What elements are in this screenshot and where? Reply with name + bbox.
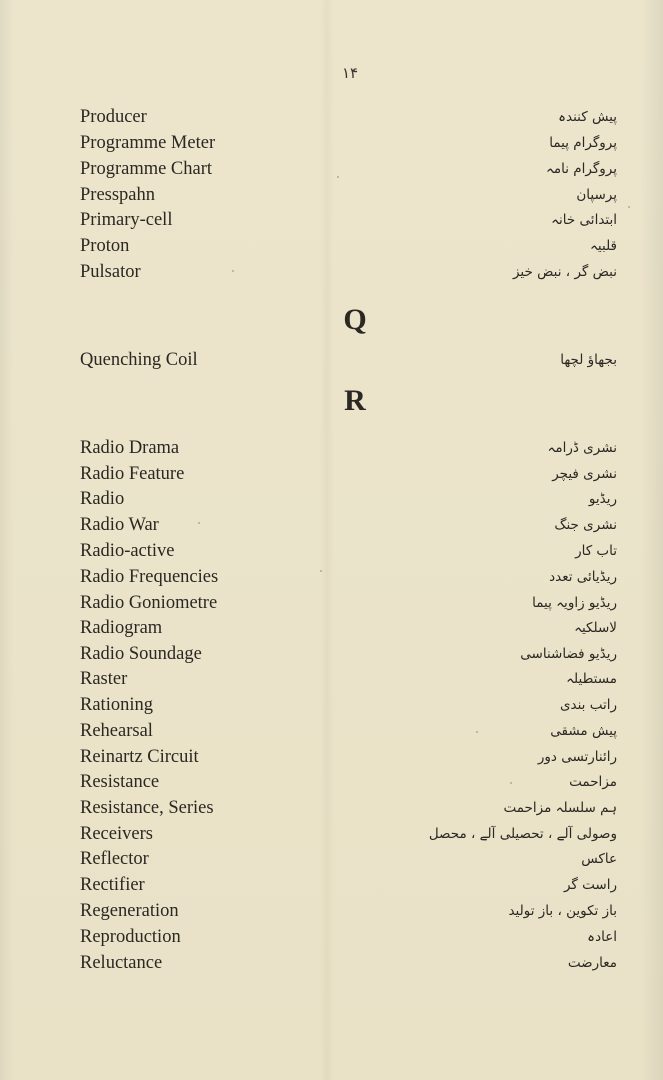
english-term: Proton (80, 236, 130, 256)
urdu-term: ابتدائی خانہ (551, 212, 617, 228)
urdu-term: پرسپان (576, 187, 617, 203)
glossary-entry (0, 260, 663, 284)
glossary-entry (0, 642, 663, 666)
glossary-entry (0, 951, 663, 975)
glossary-entry (0, 667, 663, 691)
english-term: Raster (80, 669, 128, 689)
urdu-term: مزاحمت (569, 774, 617, 790)
urdu-term: ریڈیائی تعدد (549, 569, 617, 585)
english-term: Radio Frequencies (80, 567, 219, 587)
english-term: Resistance (80, 772, 160, 792)
english-term: Reluctance (80, 953, 163, 973)
english-term: Primary-cell (80, 210, 173, 230)
glossary-entry (0, 770, 663, 794)
english-term: Reinartz Circuit (80, 747, 199, 767)
english-term: Regeneration (80, 901, 179, 921)
english-term: Radio (80, 489, 125, 509)
urdu-term: نشری فیچر (552, 466, 617, 482)
urdu-term: نشری جنگ (554, 517, 617, 533)
english-term: Programme Chart (80, 159, 213, 179)
glossary-entry (0, 719, 663, 743)
urdu-term: باز تکوین ، باز تولید (508, 903, 617, 919)
english-term: Radio-active (80, 541, 175, 561)
urdu-term: ریڈیو (588, 491, 617, 507)
glossary-entry (0, 616, 663, 640)
paper-speck (628, 206, 630, 208)
glossary-entry (0, 693, 663, 717)
urdu-term: اعادہ (587, 929, 617, 945)
glossary-entry (0, 183, 663, 207)
glossary-entry (0, 591, 663, 615)
glossary-entry (0, 847, 663, 871)
paper-speck (198, 522, 200, 524)
paper-speck (232, 270, 234, 272)
urdu-term: ہم سلسلہ مزاحمت (503, 800, 617, 816)
paper-speck (510, 782, 512, 784)
urdu-term: مستطیلہ (566, 671, 617, 687)
urdu-term: تاب کار (575, 543, 617, 559)
english-term: Presspahn (80, 185, 156, 205)
urdu-term: پروگرام پیما (549, 135, 617, 151)
english-term: Radio Drama (80, 438, 180, 458)
glossary-entry (0, 348, 663, 372)
urdu-term: راتب بندی (559, 697, 617, 713)
glossary-entry (0, 873, 663, 897)
glossary-entry (0, 131, 663, 155)
glossary-entry (0, 157, 663, 181)
english-term: Programme Meter (80, 133, 216, 153)
english-term: Radiogram (80, 618, 163, 638)
urdu-term: پیش مشقی (550, 723, 617, 739)
urdu-term: نبض گر ، نبض خیز (512, 264, 617, 280)
glossary-entry (0, 208, 663, 232)
glossary-entry (0, 234, 663, 258)
urdu-term: لاسلکیہ (574, 620, 617, 636)
english-term: Quenching Coil (80, 350, 198, 370)
english-term: Reproduction (80, 927, 181, 947)
glossary-entry (0, 513, 663, 537)
section-heading-r: R (344, 384, 366, 417)
english-term: Reflector (80, 849, 149, 869)
urdu-term: پروگرام نامہ (545, 161, 617, 177)
glossary-entry (0, 822, 663, 846)
urdu-term: بجھاؤ لچھا (560, 352, 617, 368)
english-term: Rectifier (80, 875, 145, 895)
english-term: Radio War (80, 515, 159, 535)
glossary-entry (0, 462, 663, 486)
urdu-term: رائنارتسی دور (537, 749, 617, 765)
english-term: Radio Goniometre (80, 593, 218, 613)
urdu-term: راست گر (563, 877, 617, 893)
glossary-entry (0, 899, 663, 923)
english-term: Receivers (80, 824, 153, 844)
page-number: ۱۴ (341, 64, 359, 82)
english-term: Radio Soundage (80, 644, 202, 664)
urdu-term: معارضت (567, 955, 617, 971)
glossary-entry (0, 565, 663, 589)
urdu-term: عاکس (581, 851, 617, 867)
glossary-entry (0, 539, 663, 563)
paper-speck (337, 176, 339, 178)
urdu-term: قلبیہ (590, 238, 617, 254)
urdu-term: نشری ڈرامہ (547, 440, 617, 456)
paper-speck (320, 570, 322, 572)
glossary-entry (0, 487, 663, 511)
english-term: Rationing (80, 695, 153, 715)
english-term: Resistance, Series (80, 798, 214, 818)
glossary-entry (0, 745, 663, 769)
english-term: Rehearsal (80, 721, 153, 741)
urdu-term: ریڈیو زاویہ پیما (532, 595, 617, 611)
urdu-term: وصولی آلے ، تحصیلی آلے ، محصل (428, 826, 617, 842)
english-term: Radio Feature (80, 464, 185, 484)
glossary-entry (0, 105, 663, 129)
urdu-term: پیش کنندہ (558, 109, 617, 125)
section-heading-q: Q (343, 303, 367, 336)
glossary-entry (0, 925, 663, 949)
urdu-term: ریڈیو فضاشناسی (520, 646, 617, 662)
english-term: Pulsator (80, 262, 141, 282)
paper-speck (476, 731, 478, 733)
glossary-entry (0, 436, 663, 460)
glossary-entry (0, 796, 663, 820)
english-term: Producer (80, 107, 147, 127)
